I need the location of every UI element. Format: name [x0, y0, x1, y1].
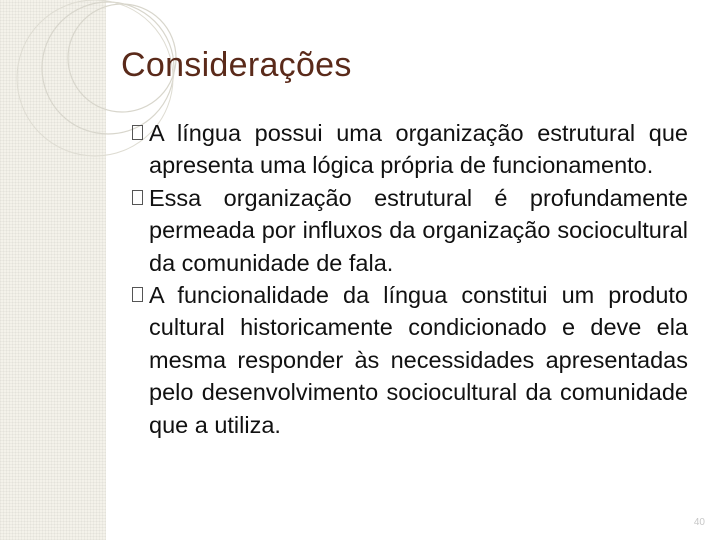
bullet-item	[130, 117, 688, 182]
bullet-text: A funcionalidade da língua constitui um produto cultural historicamente condicionado e deve ela mesma responder às necessidades apresentadas pelo desenvolvimento sociocultural da comunidade que a utiliza.	[149, 282, 688, 438]
bullet-text: A língua possui uma organização estrutural que apresenta uma lógica própria de funcionamento.	[149, 120, 688, 179]
bullet-item	[130, 279, 688, 441]
empty-box-icon	[130, 282, 146, 306]
empty-box-icon	[130, 120, 146, 144]
bullet-text: Essa organização estrutural é profundamente permeada por influxos da organização sociocultural da comunidade de fala.	[149, 184, 688, 276]
empty-box-icon	[130, 185, 146, 209]
slide-title: Considerações	[121, 46, 352, 84]
bullet-item	[130, 182, 688, 279]
page-number: 40	[693, 517, 705, 528]
bullet-list	[130, 117, 688, 441]
